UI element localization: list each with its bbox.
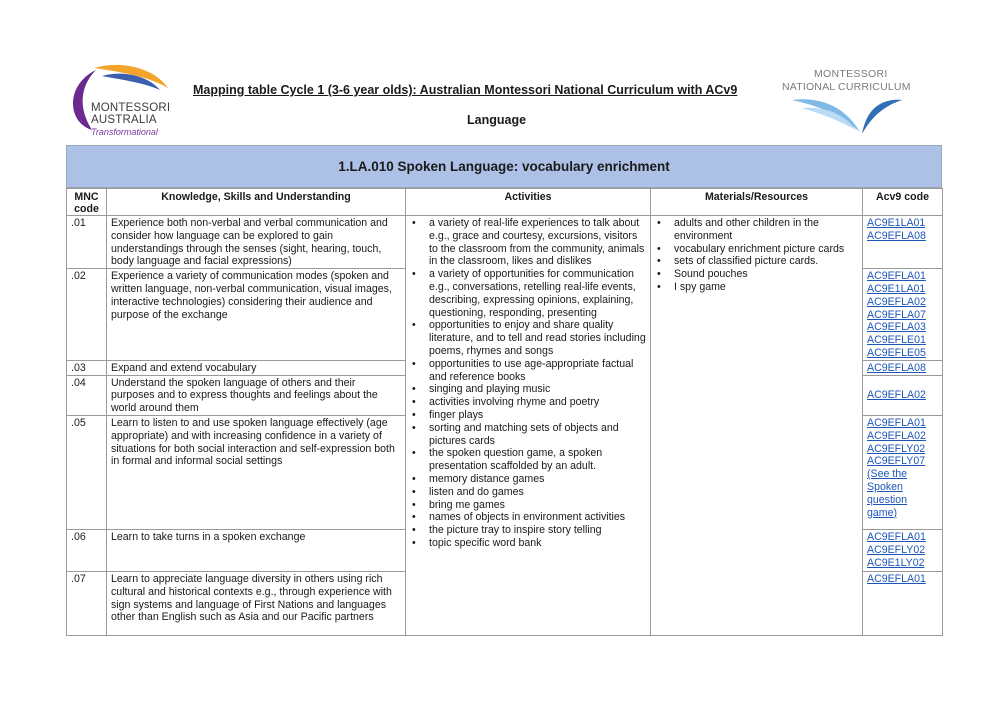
ksu-text: Experience both non-verbal and verbal communication and consider how language can be explored to gain understandings through the senses (sight, hearing, touch, body language and facial expressions)	[107, 216, 406, 269]
list-item: • Sound pouches	[655, 268, 858, 281]
acv9-codes	[863, 216, 943, 269]
list-item: • singing and playing music	[410, 383, 646, 396]
section-title-text: 1.LA.010 Spoken Language: vocabulary enrichment	[338, 159, 670, 174]
acv9-link[interactable]: AC9EFLE01	[867, 334, 926, 347]
logo-left-line2: AUSTRALIA	[91, 114, 157, 126]
col-header-acv9: Acv9 code	[863, 189, 943, 216]
list-item: • bring me games	[410, 499, 646, 512]
acv9-link[interactable]: AC9EFLY07	[867, 455, 926, 468]
table-row	[67, 216, 943, 269]
acv9-codes	[863, 529, 943, 571]
list-item: • sorting and matching sets of objects and pictures cards	[410, 422, 646, 448]
acv9-link[interactable]: AC9EFLA01	[867, 530, 926, 543]
page-title: Mapping table Cycle 1 (3-6 year olds): Australian Montessori National Curriculum with ACv9	[193, 83, 738, 97]
curriculum-table	[66, 188, 943, 636]
acv9-link[interactable]: AC9EFLY02	[867, 442, 926, 455]
acv9-codes	[863, 269, 943, 361]
montessori-national-curriculum-logo	[782, 68, 912, 138]
ksu-text: Learn to take turns in a spoken exchange	[107, 529, 406, 571]
ksu-text: Expand and extend vocabulary	[107, 360, 406, 375]
activities-cell	[406, 216, 651, 636]
mnc-code: .05	[67, 415, 107, 529]
list-item: • activities involving rhyme and poetry	[410, 396, 646, 409]
mnc-code: .06	[67, 529, 107, 571]
list-item: • opportunities to use age-appropriate factual and reference books	[410, 358, 646, 384]
page-subtitle: Language	[467, 113, 527, 127]
activities-list	[410, 217, 646, 550]
col-header-mnc: MNC code	[67, 189, 107, 216]
acv9-link[interactable]: AC9E1LA01	[867, 282, 926, 295]
list-item: • opportunities to enjoy and share quality literature, and to tell and read stories including poems, rhymes and songs	[410, 319, 646, 357]
col-header-materials: Materials/Resources	[651, 189, 863, 216]
logo-left-tagline: Transformational	[91, 127, 158, 137]
acv9-link[interactable]: AC9E1LY02	[867, 556, 925, 569]
mnc-code: .03	[67, 360, 107, 375]
acv9-codes	[863, 360, 943, 375]
acv9-link[interactable]: AC9EFLA01	[867, 416, 926, 429]
mnc-code: .07	[67, 571, 107, 635]
section-title	[66, 145, 942, 188]
mapping-table	[66, 145, 942, 636]
list-item: • I spy game	[655, 281, 858, 294]
list-item: • the spoken question game, a spoken presentation scaffolded by an adult.	[410, 447, 646, 473]
mnc-code: .02	[67, 269, 107, 361]
acv9-link[interactable]: AC9EFLA07	[867, 308, 926, 321]
acv9-link[interactable]: AC9EFLE05	[867, 346, 926, 359]
list-item: • a variety of real-life experiences to talk about e.g., grace and courtesy, excursions, visitors to the classroom from the community, animals in the classroom, likes and dislikes	[410, 217, 646, 268]
list-item: • names of objects in environment activities	[410, 511, 646, 524]
list-item: • listen and do games	[410, 486, 646, 499]
ksu-text: Learn to appreciate language diversity in others using rich cultural and historical contexts e.g., through experience with sign systems and language of First Nations and languages other than English such as Asia and our Pacific partners	[107, 571, 406, 635]
acv9-codes	[863, 375, 943, 415]
mnc-code: .01	[67, 216, 107, 269]
header-row	[67, 189, 943, 216]
ksu-text: Experience a variety of communication modes (spoken and written language, non-verbal communication, visual images, interactive technologies) considering their audience and purpose of the exchange	[107, 269, 406, 361]
list-item: • vocabulary enrichment picture cards	[655, 243, 858, 256]
col-header-activities: Activities	[406, 189, 651, 216]
list-item: • a variety of opportunities for communication e.g., conversations, retelling real-life events, describing, expressing opinions, explaining, questioning, responding, presenting	[410, 268, 646, 319]
acv9-link[interactable]: AC9EFLA01	[867, 270, 926, 283]
col-header-ksu: Knowledge, Skills and Understanding	[107, 189, 406, 216]
acv9-codes	[863, 571, 943, 635]
montessori-australia-logo	[62, 62, 180, 144]
acv9-link[interactable]: AC9EFLA02	[867, 389, 926, 402]
acv9-link[interactable]: AC9EFLA02	[867, 429, 926, 442]
acv9-link[interactable]: AC9EFLA08	[867, 229, 926, 242]
logo-right-line1: MONTESSORI	[814, 68, 888, 80]
list-item: • adults and other children in the environment	[655, 217, 858, 243]
list-item: • memory distance games	[410, 473, 646, 486]
list-item: • finger plays	[410, 409, 646, 422]
acv9-codes	[863, 415, 943, 529]
logo-right-line2: NATIONAL CURRICULUM	[782, 81, 911, 93]
materials-list	[655, 217, 858, 294]
acv9-link[interactable]: AC9EFLY02	[867, 543, 926, 556]
acv9-link[interactable]: AC9EFLA03	[867, 321, 926, 334]
list-item: • the picture tray to inspire story telling	[410, 524, 646, 537]
acv9-link[interactable]: AC9E1LA01	[867, 217, 926, 229]
list-item: • sets of classified picture cards.	[655, 255, 858, 268]
logo-wave-graphic	[782, 94, 912, 138]
acv9-link[interactable]: AC9EFLA02	[867, 295, 926, 308]
acv9-link[interactable]: AC9EFLA08	[867, 361, 926, 374]
materials-cell	[651, 216, 863, 636]
mnc-code: .04	[67, 375, 107, 415]
acv9-link[interactable]: AC9EFLA01	[867, 572, 926, 585]
ksu-text: Understand the spoken language of others and their purposes and to express thoughts and feelings about the world around them	[107, 375, 406, 415]
ksu-text: Learn to listen to and use spoken language effectively (age appropriate) and with increasing confidence in a variety of situations for both social interaction and self-expression both in formal and informal social settings	[107, 415, 406, 529]
acv9-note[interactable]: (See the Spoken question game)	[867, 468, 908, 519]
list-item: • topic specific word bank	[410, 537, 646, 550]
logo-left-line1: MONTESSORI	[91, 102, 171, 114]
